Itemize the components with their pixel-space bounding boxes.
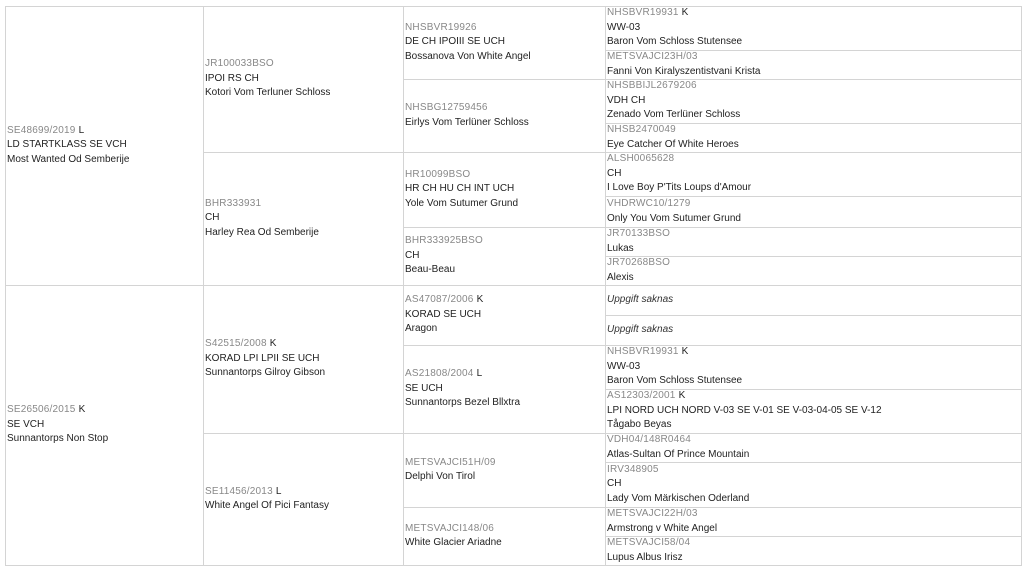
reg-number[interactable]: BHR333925BSO [405,235,484,247]
dog-titles: CH [405,249,420,261]
pedigree-cell[interactable] [605,536,1021,565]
dog-name[interactable]: Atlas-Sultan Of Prince Mountain [607,448,750,460]
pedigree-dam[interactable] [5,285,203,565]
pedigree-cell[interactable] [203,152,403,285]
reg-number[interactable]: JR100033BSO [205,58,274,70]
sex: K [678,390,686,402]
reg-number[interactable]: NHSBBIJL2679206 [607,80,697,92]
pedigree-cell[interactable] [605,389,1021,433]
dog-name[interactable]: Most Wanted Od Semberije [7,153,130,165]
pedigree-cell[interactable] [605,256,1021,285]
reg-number[interactable]: AS47087/2006 [405,294,474,306]
pedigree-cell[interactable] [605,462,1021,507]
dog-titles: WW-03 [607,21,641,33]
reg-number[interactable]: METSVAJCI58/04 [607,537,691,548]
dog-name[interactable]: Yole Vom Sutumer Grund [405,197,519,209]
dog-titles: LD STARTKLASS SE VCH [7,139,127,151]
pedigree-cell[interactable] [203,6,403,152]
dog-name[interactable]: Fanni Von Kiralyszentistvani Krista [607,65,761,77]
pedigree-sire[interactable] [5,6,203,285]
dog-name[interactable]: Eirlys Vom Terlüner Schloss [405,116,529,128]
dog-name[interactable]: Armstrong v White Angel [607,522,718,534]
dog-name[interactable]: Alexis [607,271,634,283]
reg-number[interactable]: NHSBVR19931 [607,7,679,19]
dog-titles: SE UCH [405,382,443,394]
pedigree-cell[interactable] [403,345,605,433]
reg-number[interactable]: IRV348905 [607,463,659,475]
missing-info: Uppgift saknas [607,323,674,335]
pedigree-cell[interactable] [403,6,605,79]
dog-name[interactable]: Lupus Albus Irisz [607,551,683,563]
dog-titles: CH [607,478,622,490]
reg-number[interactable]: AS12303/2001 [607,390,676,402]
reg-number[interactable]: SE48699/2019 [7,124,76,136]
dog-titles: CH [607,167,622,179]
pedigree-cell[interactable] [605,196,1021,227]
reg-number[interactable]: NHSBVR19931 [607,346,679,358]
reg-number[interactable]: HR10099BSO [405,168,471,180]
dog-titles: LPI NORD UCH NORD V-03 SE V-01 SE V-03-04-05 SE V-12 [607,404,882,416]
grid-line [1021,6,1022,566]
dog-name[interactable]: Kotori Vom Terluner Schloss [205,87,331,99]
reg-number[interactable]: JR70133BSO [607,228,671,239]
dog-titles: VDH CH [607,94,646,106]
pedigree-cell[interactable] [403,507,605,565]
dog-titles: IPOI RS CH [205,72,259,84]
pedigree-cell[interactable] [605,507,1021,536]
dog-name[interactable]: Sunnantorps Non Stop [7,433,109,445]
dog-name[interactable]: Lady Vom Märkischen Oderland [607,492,750,504]
reg-number[interactable]: METSVAJCI148/06 [405,522,494,534]
pedigree-cell[interactable] [605,345,1021,389]
dog-titles: KORAD LPI LPII SE UCH [205,352,320,364]
dog-name[interactable]: Only You Vom Sutumer Grund [607,212,741,224]
pedigree-cell[interactable] [605,79,1021,123]
dog-name[interactable]: Zenado Vom Terlüner Schloss [607,109,741,121]
sex: K [476,294,484,306]
dog-name[interactable]: Baron Vom Schloss Stutensee [607,36,743,48]
sex: L [476,368,483,380]
pedigree-cell[interactable] [605,227,1021,256]
pedigree-cell[interactable] [403,227,605,285]
dog-name[interactable]: Eye Catcher Of White Heroes [607,138,739,150]
dog-name[interactable]: Beau-Beau [405,264,456,276]
pedigree-cell[interactable] [203,433,403,565]
reg-number[interactable]: METSVAJCI23H/03 [607,51,698,62]
dog-titles: DE CH IPOIII SE UCH [405,36,506,48]
pedigree-cell[interactable] [403,152,605,227]
dog-titles: KORAD SE UCH [405,308,482,320]
reg-number[interactable]: NHSB2470049 [607,124,676,135]
missing-info: Uppgift saknas [607,293,674,305]
dog-name[interactable]: Baron Vom Schloss Stutensee [607,375,743,387]
reg-number[interactable]: NHSBVR19926 [405,21,477,33]
reg-number[interactable]: NHSBG12759456 [405,102,488,113]
reg-number[interactable]: SE11456/2013 [205,485,273,497]
pedigree-cell[interactable] [605,50,1021,79]
pedigree-cell[interactable] [605,433,1021,462]
dog-titles: HR CH HU CH INT UCH [405,183,515,195]
reg-number[interactable]: S42515/2008 [205,338,267,350]
dog-name[interactable]: Lukas [607,242,634,254]
reg-number[interactable]: METSVAJCI22H/03 [607,508,698,519]
sex: L [78,124,85,136]
dog-name[interactable]: Aragon [405,323,438,335]
reg-number[interactable]: BHR333931 [205,197,262,209]
pedigree-cell[interactable] [403,433,605,507]
sex: L [275,485,282,497]
pedigree-cell[interactable] [203,285,403,433]
reg-number[interactable]: JR70268BSO [607,257,671,268]
pedigree-cell[interactable] [403,285,605,345]
reg-number[interactable]: VDH04/148R0464 [607,434,691,445]
dog-name[interactable]: White Glacier Ariadne [405,537,502,548]
pedigree-cell [605,285,1021,315]
pedigree-cell[interactable] [605,6,1021,50]
reg-number[interactable]: SE26506/2015 [7,404,76,416]
dog-name[interactable]: I Love Boy P'Tits Loups d'Amour [607,182,752,194]
pedigree-cell[interactable] [403,79,605,152]
reg-number[interactable]: VHDRWC10/1279 [607,198,691,209]
pedigree-cell [605,315,1021,345]
dog-name[interactable]: Tågabo Beyas [607,419,672,431]
sex: K [681,7,689,19]
dog-name[interactable]: Bossanova Von White Angel [405,50,531,62]
reg-number[interactable]: ALSH0065628 [607,153,675,165]
sex: K [681,346,689,358]
sex: K [78,404,86,416]
grid-line [5,565,1021,566]
dog-name[interactable]: Delphi Von Tirol [405,471,476,482]
reg-number[interactable]: METSVAJCI51H/09 [405,456,496,468]
dog-titles: CH [205,212,220,224]
dog-titles: SE VCH [7,418,45,430]
dog-name[interactable]: Sunnantorps Bezel Bllxtra [405,397,521,409]
dog-name[interactable]: White Angel Of Pici Fantasy [205,500,329,511]
sex: K [269,338,277,350]
dog-titles: WW-03 [607,360,641,372]
reg-number[interactable]: AS21808/2004 [405,368,474,380]
pedigree-cell[interactable] [605,123,1021,152]
pedigree-cell[interactable] [605,152,1021,196]
dog-name[interactable]: Harley Rea Od Semberije [205,226,319,238]
dog-name[interactable]: Sunnantorps Gilroy Gibson [205,367,326,379]
